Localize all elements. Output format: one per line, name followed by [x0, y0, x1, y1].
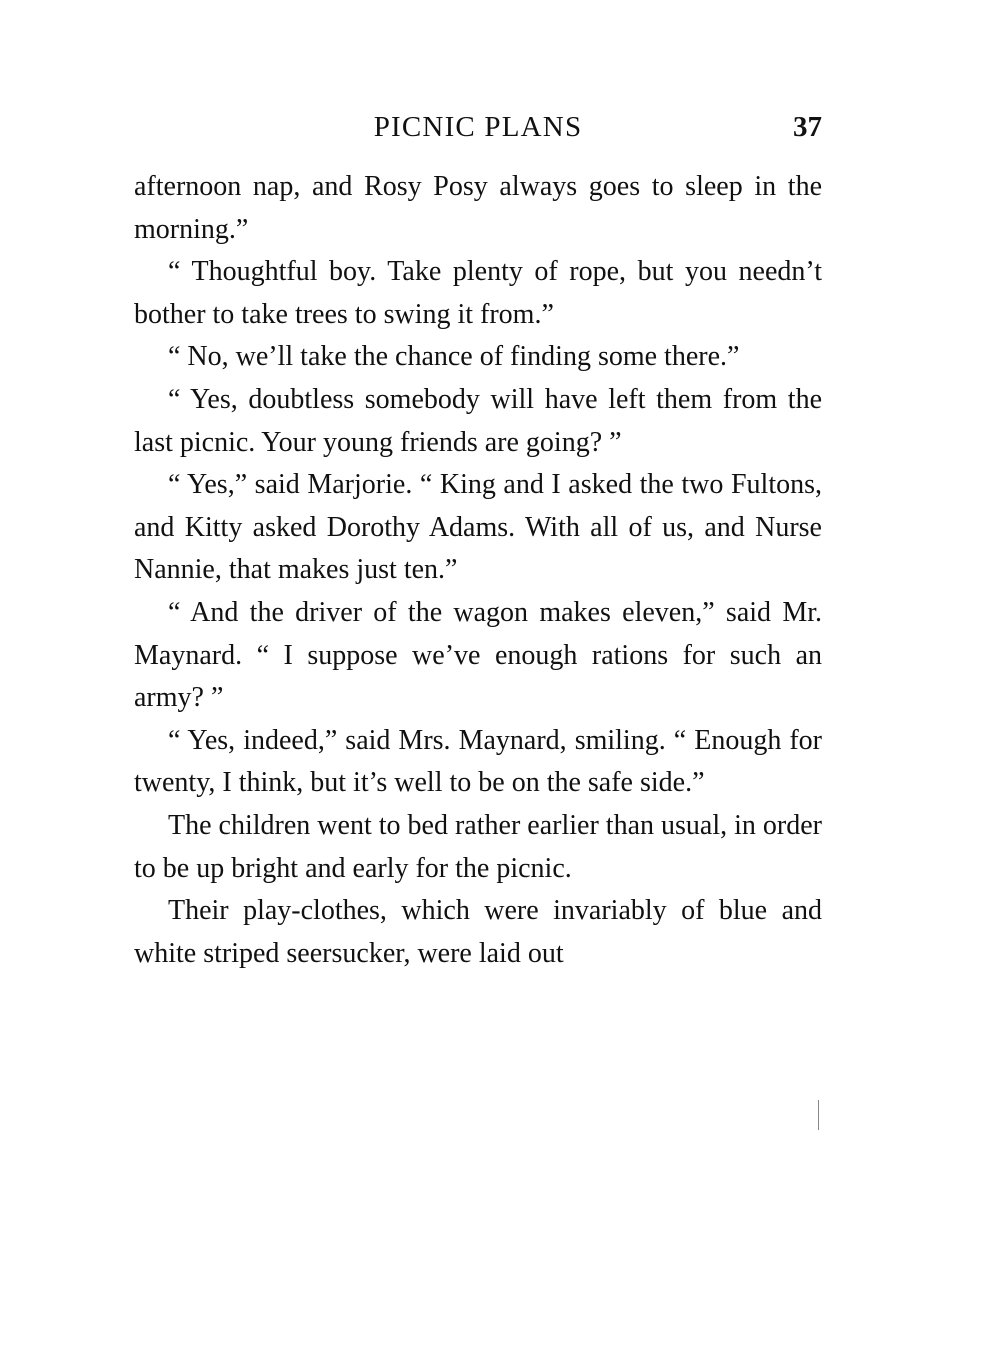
paragraph: “ Yes, indeed,” said Mrs. Maynard, smiling. “ Enough for twenty, I think, but it’s well to be on the safe side.”	[134, 724, 822, 799]
paragraph: The children went to bed rather earlier than usual, in order to be up bright and early for the picnic.	[134, 809, 822, 884]
paragraph: “ Yes,” said Marjorie. “ King and I asked the two Fultons, and Kitty asked Dorothy Adams. With all of us, and Nurse Nannie, that makes just ten.”	[134, 469, 822, 586]
paragraph: “ And the driver of the wagon makes eleven,” said Mr. Maynard. “ I suppose we’ve enough rations for such an army? ”	[134, 596, 822, 714]
page-number: 37	[793, 111, 822, 143]
running-head	[134, 104, 822, 150]
chapter-title: PICNIC PLANS	[373, 111, 583, 143]
book-page	[134, 104, 822, 975]
paragraph: “ Thoughtful boy. Take plenty of rope, but you needn’t bother to take trees to swing it from.”	[134, 256, 822, 330]
paragraph: “ Yes, doubtless somebody will have left them from the last picnic. Your young friends are going? ”	[134, 383, 822, 458]
paragraph-continuation: afternoon nap, and Rosy Posy always goes to sleep in the morning.”	[134, 171, 822, 245]
paragraph: Their play-clothes, which were invariably of blue and white striped seersucker, were laid out	[134, 895, 822, 969]
scan-artifact-mark	[818, 1100, 822, 1130]
paragraph: “ No, we’ll take the chance of finding some there.”	[168, 341, 740, 373]
body-text	[134, 166, 822, 975]
